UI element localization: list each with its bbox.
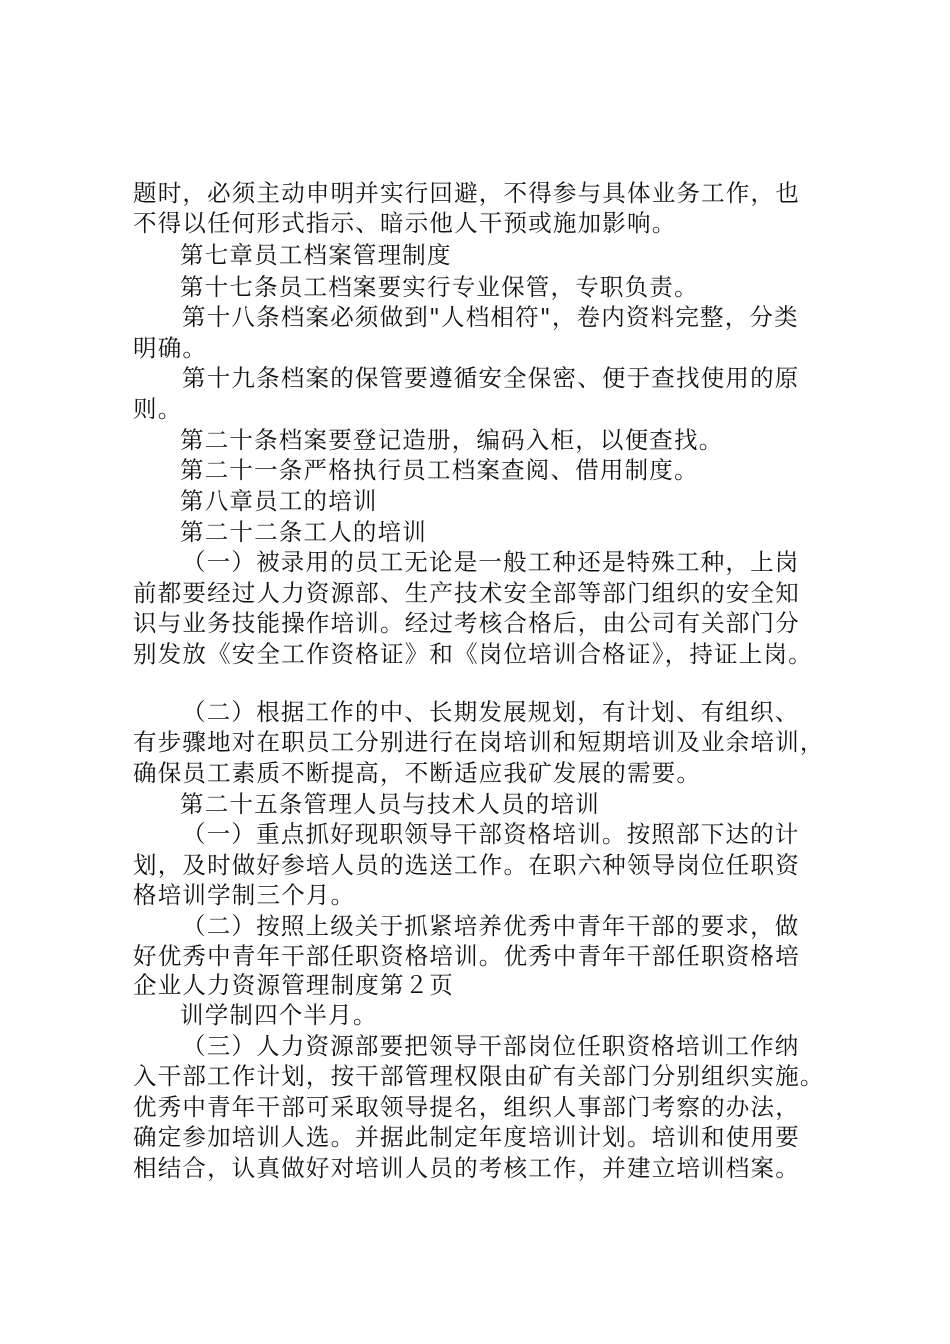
article-line: 第十九条档案的保管要遵循安全保密、便于查找使用的原: [182, 364, 800, 392]
paragraph-line: （二）按照上级关于抓紧培养优秀中青年干部的要求，做: [182, 912, 800, 940]
text-line: 不得以任何形式指示、暗示他人干预或施加影响。: [133, 209, 677, 237]
paragraph-line: 别发放《安全工作资格证》和《岗位培训合格证》，持证上岗。: [133, 640, 813, 668]
chapter-heading: 第七章员工档案管理制度: [180, 241, 452, 269]
paragraph-line: 优秀中青年干部可采取领导提名，组织人事部门考察的办法，: [133, 1093, 800, 1121]
paragraph-line: （一）重点抓好现职领导干部资格培训。按照部下达的计: [182, 820, 800, 848]
article-line: 第十七条员工档案要实行专业保管，专职负责。: [180, 273, 699, 301]
text-line: 题时，必须主动申明并实行回避，不得参与具体业务工作，也: [133, 179, 800, 207]
paragraph-line: 识与业务技能操作培训。经过考核合格后，由公司有关部门分: [133, 609, 800, 637]
paragraph-line: 入干部工作计划，按干部管理权限由矿有关部门分别组织实施。: [133, 1062, 825, 1090]
paragraph-line: （一）被录用的员工无论是一般工种还是特殊工种，上岗: [182, 548, 800, 576]
paragraph-line: 前都要经过人力资源部、生产技术安全部等部门组织的安全知: [133, 579, 800, 607]
text-line: 则。: [133, 395, 183, 423]
paragraph-line: 确保员工素质不断提高，不断适应我矿发展的需要。: [133, 759, 702, 787]
page-footer: 企业人力资源管理制度第２页: [133, 971, 455, 999]
article-line: 第二十条档案要登记造册，编码入柜，以便查找。: [180, 426, 724, 454]
chapter-heading: 第八章员工的培训: [180, 487, 378, 515]
paragraph-line: 格培训学制三个月。: [133, 881, 356, 909]
text-line: 明确。: [133, 334, 208, 362]
article-line: 第十八条档案必须做到"人档相符"，卷内资料完整，分类: [182, 303, 799, 331]
paragraph-line: 训学制四个半月。: [180, 1001, 378, 1029]
paragraph-line: （二）根据工作的中、长期发展规划，有计划、有组织、: [182, 698, 800, 726]
paragraph-line: 划，及时做好参培人员的选送工作。在职六种领导岗位任职资: [133, 851, 800, 879]
article-line: 第二十五条管理人员与技术人员的培训: [180, 790, 600, 818]
paragraph-line: （三）人力资源部要把领导干部岗位任职资格培训工作纳: [182, 1032, 800, 1060]
article-line: 第二十一条严格执行员工档案查阅、借用制度。: [180, 456, 699, 484]
paragraph-line: 好优秀中青年干部任职资格培训。优秀中青年干部任职资格培: [133, 942, 800, 970]
paragraph-line: 相结合，认真做好对培训人员的考核工作，并建立培训档案。: [133, 1154, 800, 1182]
paragraph-line: 确定参加培训人选。并据此制定年度培训计划。培训和使用要: [133, 1123, 800, 1151]
article-line: 第二十二条工人的培训: [180, 518, 427, 546]
paragraph-line: 有步骤地对在职员工分别进行在岗培训和短期培训及业余培训，: [133, 728, 825, 756]
